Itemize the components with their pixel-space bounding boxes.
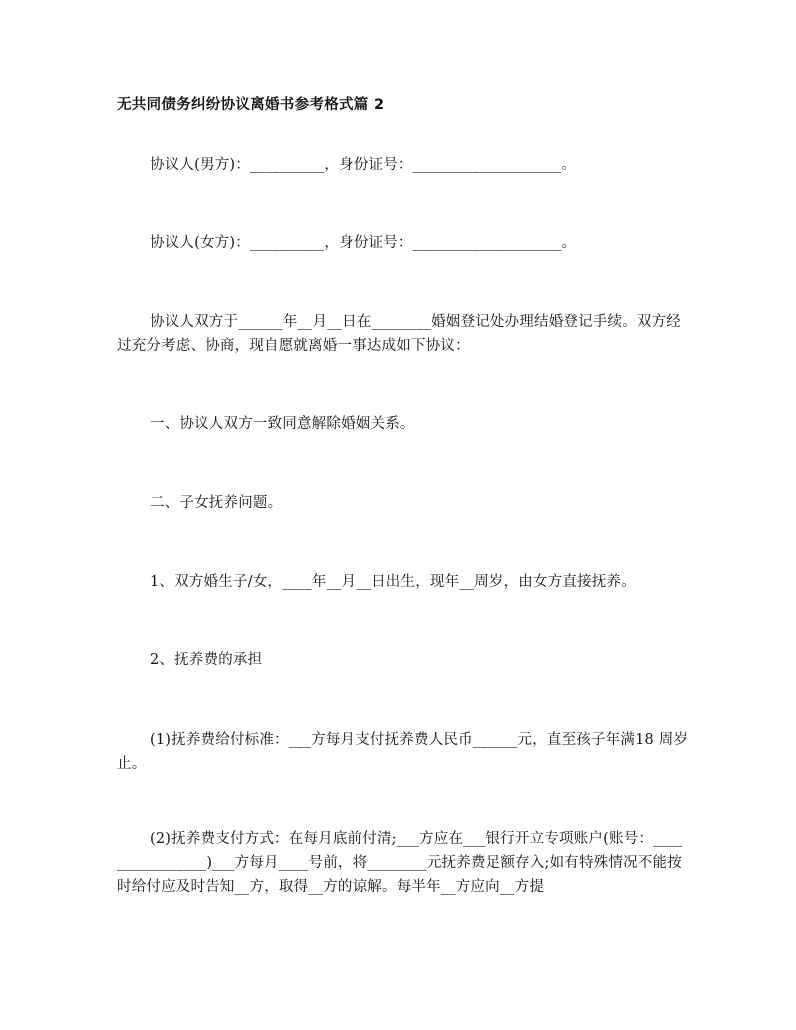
paragraph-marriage-registration: 协议人双方于______年__月__日在________婚姻登记处办理结婚登记手续。双方经过充分考虑、协商，现自愿就离婚一事达成如下协议： xyxy=(117,314,681,354)
paragraph-clause-2: 二、子女抚养问题。 xyxy=(150,495,283,511)
paragraph-support-payment: (2)抚养费支付方式：在每月底前付清;___方应在___银行开立专项账户(账号：________________)___方每月____号前，将________元抚养费足额存入;如有特殊情况不能按时给付应及时告知__方，取得__方的谅解。每半年__方应向__方提 xyxy=(117,831,683,895)
paragraph-male-party: 协议人(男方)：__________，身份证号：____________________。 xyxy=(150,157,577,173)
paragraph-support-heading: 2、抚养费的承担 xyxy=(150,652,263,668)
paragraph-support-standard: (1)抚养费给付标准：___方每月支付抚养费人民币______元，直至孩子年满18 周岁止。 xyxy=(117,732,689,772)
paragraph-female-party: 协议人(女方)：__________，身份证号：____________________。 xyxy=(150,235,577,251)
paragraph-clause-1: 一、协议人双方一致同意解除婚姻关系。 xyxy=(150,416,415,432)
document-title: 无共同债务纠纷协议离婚书参考格式篇 2 xyxy=(117,97,385,113)
paragraph-child-info: 1、双方婚生子/女，____年__月__日出生，现年__周岁，由女方直接抚养。 xyxy=(150,574,636,590)
